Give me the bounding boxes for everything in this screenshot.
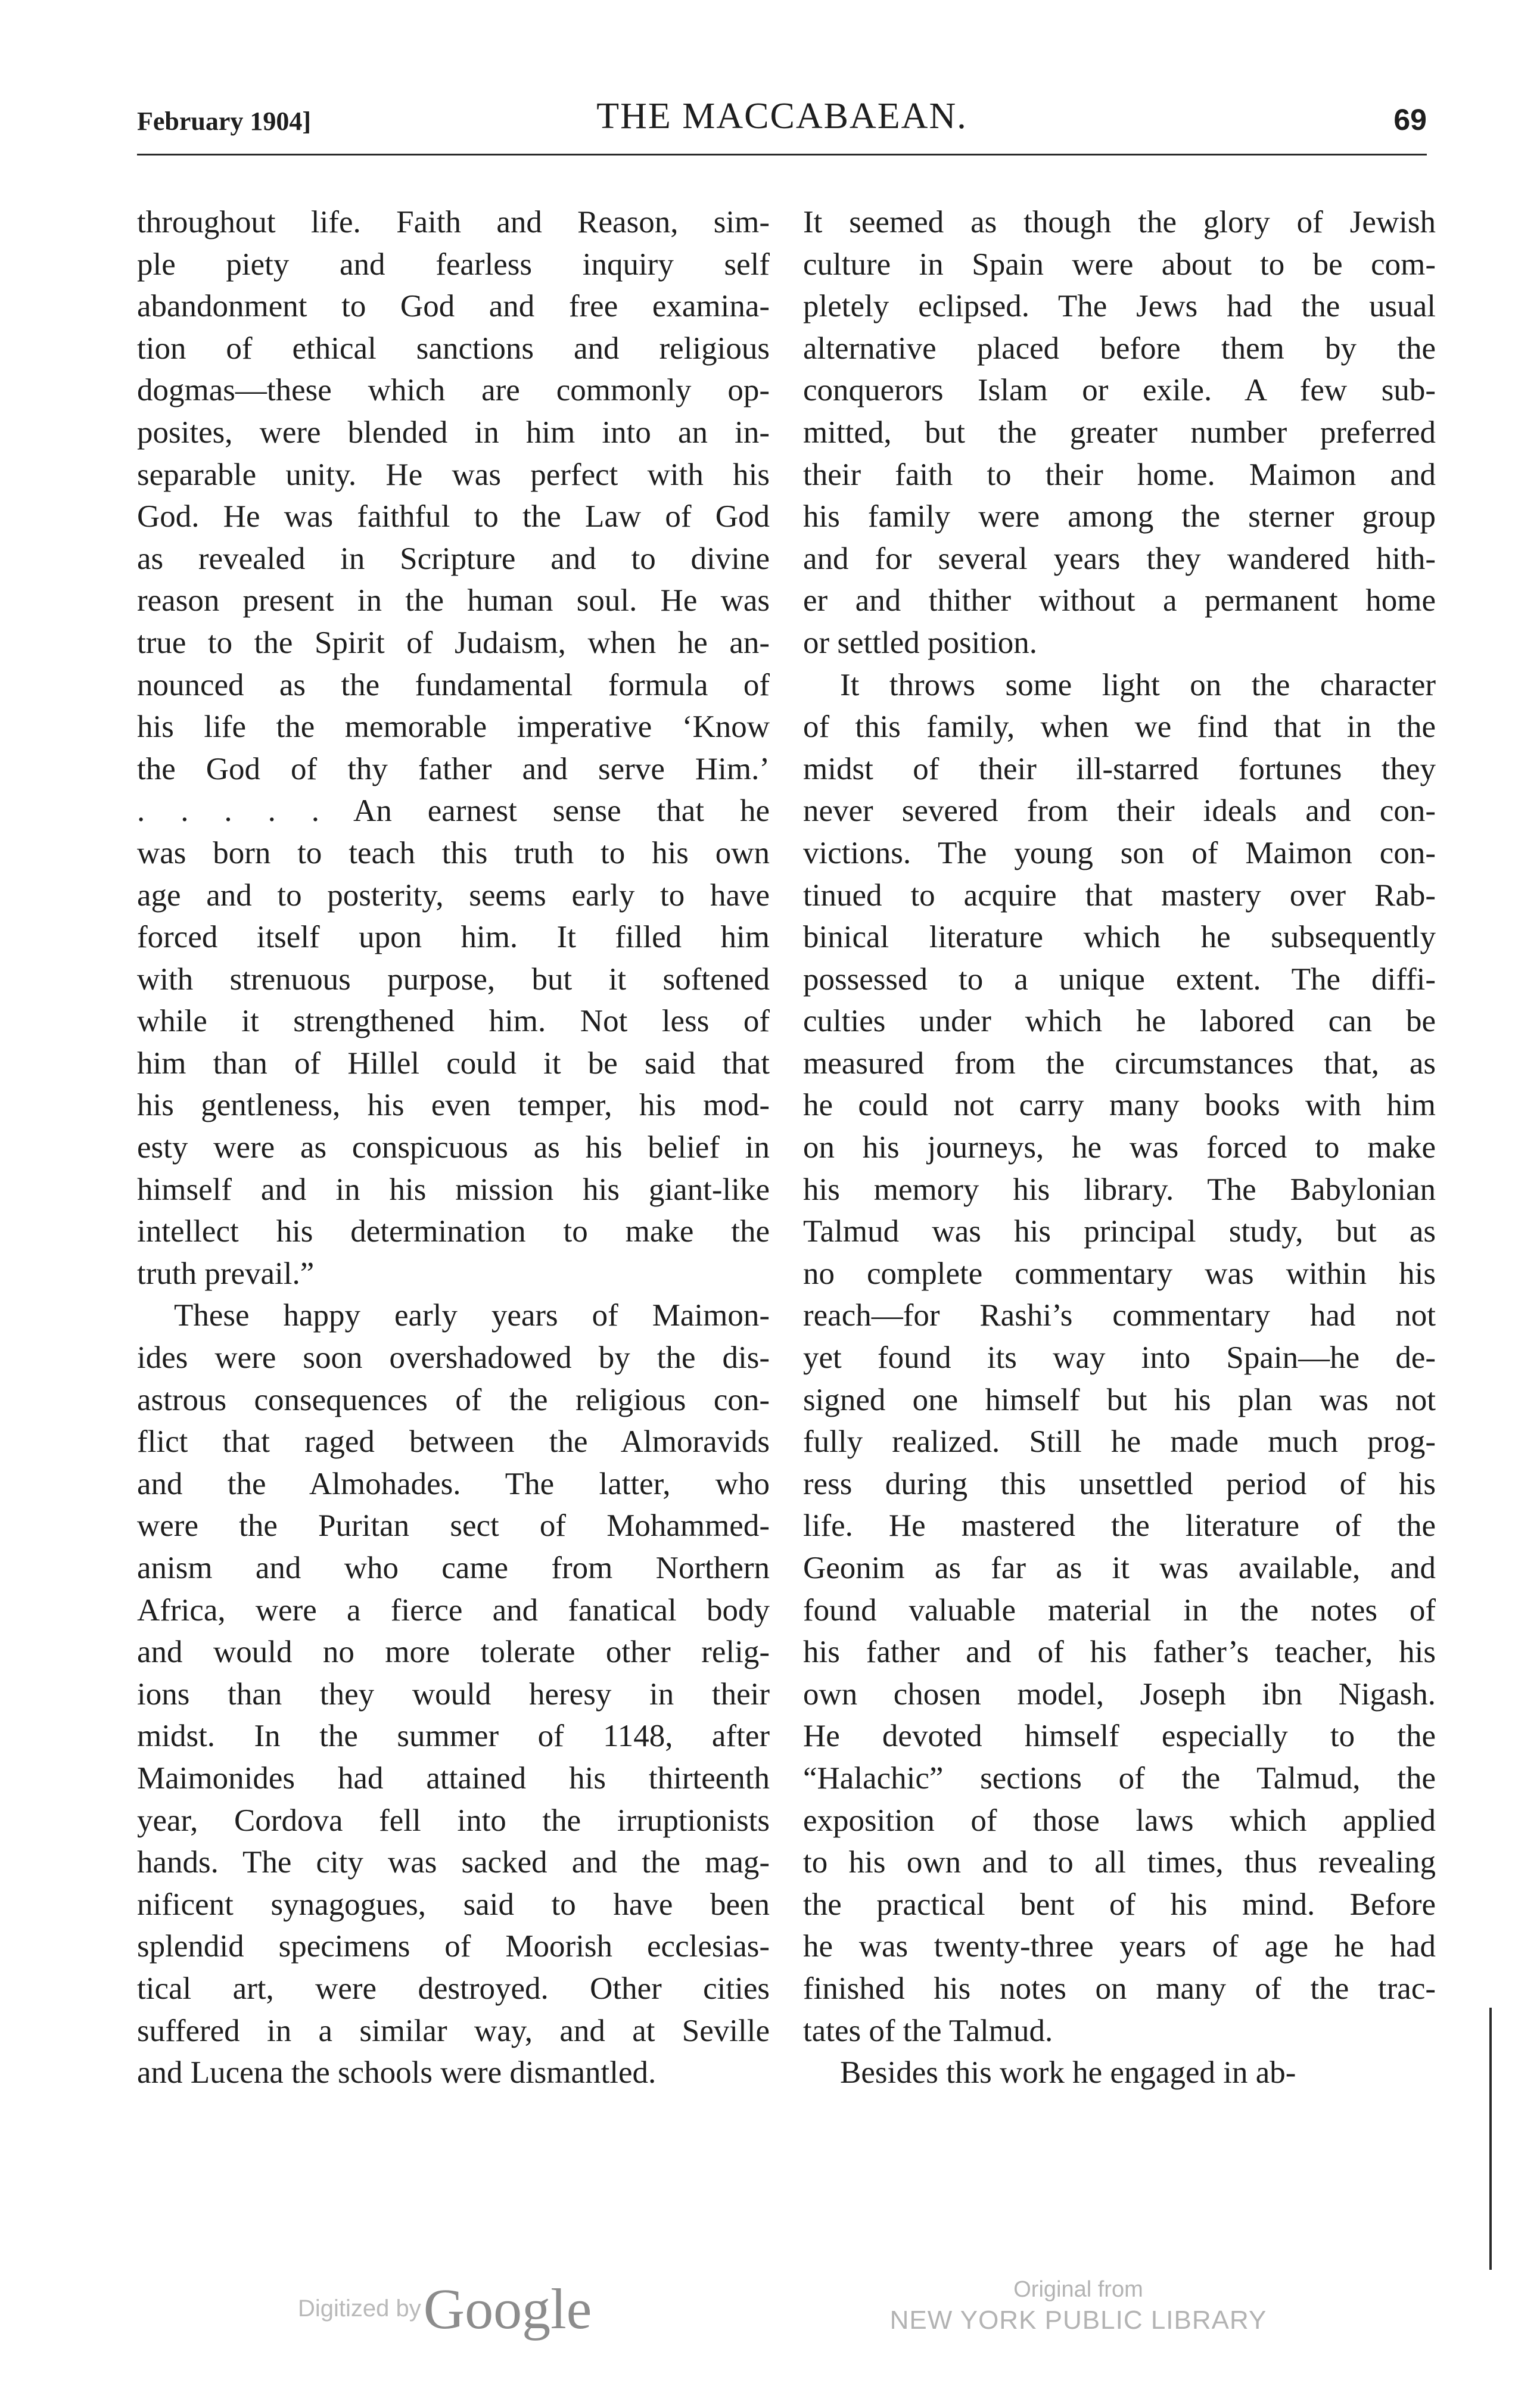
text-line: dogmas—these which are commonly op- bbox=[137, 373, 770, 408]
text-line: separable unity. He was perfect with his bbox=[137, 457, 770, 492]
text-line: and for several years they wandered hith- bbox=[803, 541, 1436, 576]
text-line: tion of ethical sanctions and religious bbox=[137, 331, 770, 366]
text-line: anism and who came from Northern bbox=[137, 1551, 770, 1585]
google-logo: Google bbox=[423, 2277, 592, 2341]
text-line: Geonim as far as it was available, and bbox=[803, 1551, 1436, 1585]
text-line: finished his notes on many of the trac- bbox=[803, 1971, 1436, 2006]
text-line: age and to posterity, seems early to have bbox=[137, 878, 770, 913]
text-line: alternative placed before them by the bbox=[803, 331, 1436, 366]
text-line: exposition of those laws which applied bbox=[803, 1803, 1436, 1838]
text-line: “Halachic” sections of the Talmud, the bbox=[803, 1760, 1436, 1796]
text-line: his memory his library. The Babylonian bbox=[803, 1172, 1436, 1207]
digitized-by-label: Digitized by bbox=[298, 2295, 421, 2322]
text-line: true to the Spirit of Judaism, when he an- bbox=[137, 625, 770, 660]
text-line: himself and in his mission his giant-like bbox=[137, 1172, 770, 1207]
text-line: Talmud was his principal study, but as bbox=[803, 1214, 1436, 1249]
text-line: on his journeys, he was forced to make bbox=[803, 1130, 1436, 1165]
text-line: own chosen model, Joseph ibn Nigash. bbox=[803, 1676, 1436, 1712]
text-line: his life the memorable imperative ‘Know bbox=[137, 710, 770, 745]
margin-bracket bbox=[1489, 2008, 1492, 2270]
text-line: intellect his determination to make the bbox=[137, 1214, 770, 1249]
text-line: These happy early years of Maimon- bbox=[174, 1298, 770, 1333]
library-watermark bbox=[888, 2275, 1269, 2337]
text-line: truth prevail.” bbox=[137, 1256, 315, 1291]
text-line: possessed to a unique extent. The diffi- bbox=[803, 962, 1436, 997]
text-line: victions. The young son of Maimon con- bbox=[803, 835, 1436, 870]
text-line: It throws some light on the character bbox=[840, 667, 1436, 702]
right-column bbox=[803, 201, 1436, 2094]
text-line: were the Puritan sect of Mohammed- bbox=[137, 1508, 770, 1544]
header-rule bbox=[137, 154, 1427, 155]
text-line: posites, were blended in him into an in- bbox=[137, 415, 770, 450]
text-line: reason present in the human soul. He was bbox=[137, 583, 770, 618]
text-line: suffered in a similar way, and at Seville bbox=[137, 2013, 770, 2048]
text-line: and the Almohades. The latter, who bbox=[137, 1466, 770, 1501]
text-line: midst of their ill-starred fortunes they bbox=[803, 751, 1436, 786]
text-line: tates of the Talmud. bbox=[803, 2013, 1053, 2048]
text-line: nificent synagogues, said to have been bbox=[137, 1887, 770, 1922]
text-line: and would no more tolerate other relig- bbox=[137, 1635, 770, 1670]
text-line: culture in Spain were about to be com- bbox=[803, 247, 1436, 282]
text-line: the practical bent of his mind. Before bbox=[803, 1887, 1436, 1922]
text-line: midst. In the summer of 1148, after bbox=[137, 1719, 770, 1754]
text-line: with strenuous purpose, but it softened bbox=[137, 962, 770, 997]
text-line: tinued to acquire that mastery over Rab- bbox=[803, 878, 1436, 913]
library-name: NEW YORK PUBLIC LIBRARY bbox=[889, 2306, 1267, 2335]
text-line: flict that raged between the Almoravids bbox=[137, 1424, 770, 1460]
running-header bbox=[137, 95, 1427, 155]
text-line: ple piety and fearless inquiry self bbox=[137, 247, 770, 282]
left-column bbox=[137, 201, 770, 2094]
text-line: forced itself upon him. It filled him bbox=[137, 920, 770, 955]
text-line: He devoted himself especially to the bbox=[803, 1719, 1436, 1754]
text-line: and Lucena the schools were dismantled. bbox=[137, 2055, 657, 2090]
text-line: of this family, when we find that in the bbox=[803, 710, 1436, 745]
text-line: life. He mastered the literature of the bbox=[803, 1508, 1436, 1544]
text-line: esty were as conspicuous as his belief in bbox=[137, 1130, 770, 1165]
text-line: the God of thy father and serve Him.’ bbox=[137, 751, 770, 786]
text-line: yet found its way into Spain—he de- bbox=[803, 1340, 1436, 1376]
text-line: measured from the circumstances that, as bbox=[803, 1046, 1436, 1081]
text-line: Besides this work he engaged in ab- bbox=[840, 2055, 1296, 2090]
text-line: never severed from their ideals and con- bbox=[803, 794, 1436, 829]
text-line: his family were among the sterner group bbox=[803, 499, 1436, 534]
original-from-label: Original from bbox=[1013, 2277, 1143, 2302]
text-line: God. He was faithful to the Law of God bbox=[137, 499, 770, 534]
text-line: pletely eclipsed. The Jews had the usual bbox=[803, 289, 1436, 324]
text-line: binical literature which he subsequently bbox=[803, 920, 1436, 955]
text-line: as revealed in Scripture and to divine bbox=[137, 541, 770, 576]
digitized-by-watermark bbox=[298, 2276, 592, 2347]
text-line: while it strengthened him. Not less of bbox=[137, 1004, 770, 1039]
text-line: mitted, but the greater number preferred bbox=[803, 415, 1436, 450]
text-line: he was twenty-three years of age he had bbox=[803, 1929, 1436, 1964]
text-line: nounced as the fundamental formula of bbox=[137, 667, 770, 702]
text-line: no complete commentary was within his bbox=[803, 1256, 1436, 1291]
text-line: his gentleness, his even temper, his mod- bbox=[137, 1088, 770, 1123]
text-line: conquerors Islam or exile. A few sub- bbox=[803, 373, 1436, 408]
text-line: It seemed as though the glory of Jewish bbox=[803, 205, 1436, 239]
text-line: throughout life. Faith and Reason, sim- bbox=[137, 205, 770, 239]
text-line: to his own and to all times, thus revealing bbox=[803, 1845, 1436, 1880]
text-line: splendid specimens of Moorish ecclesias- bbox=[137, 1929, 770, 1964]
text-line: ions than they would heresy in their bbox=[137, 1676, 770, 1712]
text-line: er and thither without a permanent home bbox=[803, 583, 1436, 618]
text-line: year, Cordova fell into the irruptionists bbox=[137, 1803, 770, 1838]
page-number: 69 bbox=[1393, 103, 1427, 136]
text-line: fully realized. Still he made much prog- bbox=[803, 1424, 1436, 1460]
text-line: culties under which he labored can be bbox=[803, 1004, 1436, 1039]
text-line: . . . . . An earnest sense that he bbox=[137, 794, 770, 829]
text-line: their faith to their home. Maimon and bbox=[803, 457, 1436, 492]
text-line: reach—for Rashi’s commentary had not bbox=[803, 1298, 1436, 1333]
text-line: ress during this unsettled period of his bbox=[803, 1466, 1436, 1501]
text-line: astrous consequences of the religious con- bbox=[137, 1382, 770, 1417]
text-line: abandonment to God and free examina- bbox=[137, 289, 770, 324]
text-line: Maimonides had attained his thirteenth bbox=[137, 1760, 770, 1796]
text-line: or settled position. bbox=[803, 625, 1038, 660]
journal-title: THE MACCABAEAN. bbox=[596, 96, 967, 136]
text-line: signed one himself but his plan was not bbox=[803, 1382, 1436, 1417]
text-line: he could not carry many books with him bbox=[803, 1088, 1436, 1123]
header-date: February 1904] bbox=[137, 107, 312, 136]
text-line: found valuable material in the notes of bbox=[803, 1592, 1436, 1628]
text-line: ides were soon overshadowed by the dis- bbox=[137, 1340, 770, 1376]
text-line: his father and of his father’s teacher, his bbox=[803, 1635, 1436, 1670]
text-line: was born to teach this truth to his own bbox=[137, 835, 770, 870]
text-line: him than of Hillel could it be said that bbox=[137, 1046, 770, 1081]
text-line: tical art, were destroyed. Other cities bbox=[137, 1971, 770, 2006]
text-line: Africa, were a fierce and fanatical body bbox=[137, 1592, 770, 1628]
text-line: hands. The city was sacked and the mag- bbox=[137, 1845, 770, 1880]
